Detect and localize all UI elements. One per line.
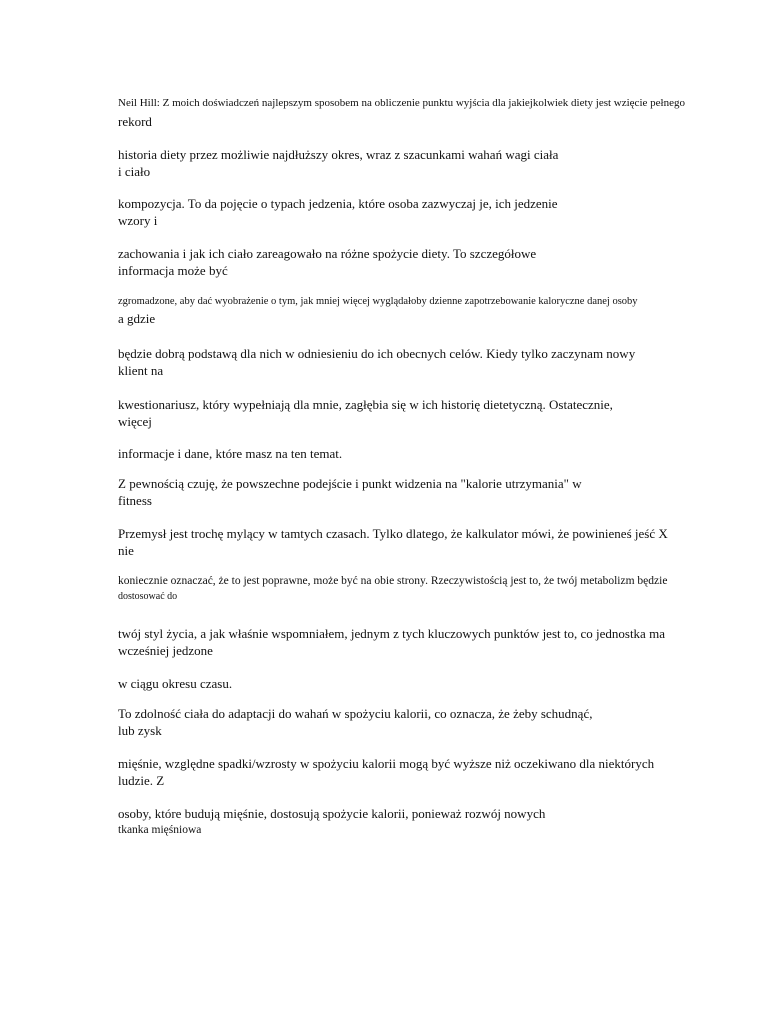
paragraph-1-line-1: Neil Hill: Z moich doświadczeń najlepszym sposobem na obliczenie punktu wyjścia dla jakiejkolwiek diety jest wzięcie pełnego	[118, 97, 685, 109]
paragraph-3	[118, 195, 738, 229]
paragraph-8-line-1: informacje i dane, które masz na ten temat.	[118, 446, 343, 461]
paragraph-9-line-1: Z pewnością czuję, że powszechne podejście i punkt widzenia na "kalorie utrzymania" w	[118, 476, 582, 491]
paragraph-5-line-1: zgromadzone, aby dać wyobrażenie o tym, jak mniej więcej wyglądałoby dzienne zapotrzebowanie kaloryczne danej osoby	[118, 296, 638, 307]
paragraph-8	[118, 445, 738, 462]
paragraph-10-line-1: Przemysł jest trochę mylący w tamtych czasach. Tylko dlatego, że kalkulator mówi, że powinieneś jeść X	[118, 526, 668, 541]
paragraph-16-line-1: osoby, które budują mięśnie, dostosują spożycie kalorii, ponieważ rozwój nowych	[118, 806, 546, 821]
paragraph-4-line-2: informacja może być	[118, 263, 228, 278]
paragraph-5-line-2: a gdzie	[118, 311, 156, 326]
paragraph-15	[118, 755, 738, 789]
paragraph-9	[118, 475, 738, 509]
paragraph-6-line-1: będzie dobrą podstawą dla nich w odniesieniu do ich obecnych celów. Kiedy tylko zaczynam nowy	[118, 346, 636, 361]
paragraph-16	[118, 805, 738, 839]
paragraph-14-line-1: To zdolność ciała do adaptacji do wahań w spożyciu kalorii, co oznacza, że żeby schudnąć,	[118, 706, 593, 721]
paragraph-2-line-2: i ciało	[118, 164, 151, 179]
paragraph-2	[118, 146, 738, 180]
paragraph-13-line-1: w ciągu okresu czasu.	[118, 676, 233, 691]
paragraph-13	[118, 675, 738, 692]
paragraph-15-line-1: mięśnie, względne spadki/wzrosty w spożyciu kalorii mogą być wyższe niż oczekiwano dla niektórych	[118, 756, 655, 771]
paragraph-7-line-1: kwestionariusz, który wypełniają dla mnie, zagłębia się w ich historię dietetyczną. Ostatecznie,	[118, 397, 613, 412]
paragraph-11-line-1: koniecznie oznaczać, że to jest poprawne, może być na obie strony. Rzeczywistością jest to, że twój metabolizm będzie	[118, 575, 668, 587]
paragraph-5	[118, 295, 738, 330]
paragraph-7	[118, 396, 738, 430]
paragraph-4	[118, 245, 738, 279]
paragraph-10-line-2: nie	[118, 543, 134, 558]
paragraph-11-line-2: dostosować do	[118, 591, 178, 602]
paragraph-10	[118, 525, 738, 559]
paragraph-7-line-2: więcej	[118, 414, 152, 429]
paragraph-14	[118, 705, 738, 739]
paragraph-9-line-2: fitness	[118, 493, 152, 508]
paragraph-6-line-2: klient na	[118, 363, 164, 378]
paragraph-12-line-2: wcześniej jedzone	[118, 643, 213, 658]
paragraph-14-line-2: lub zysk	[118, 723, 162, 738]
paragraph-2-line-1: historia diety przez możliwie najdłuższy okres, wraz z szacunkami wahań wagi ciała	[118, 147, 559, 162]
paragraph-12	[118, 625, 738, 659]
paragraph-1-line-2: rekord	[118, 114, 152, 129]
paragraph-3-line-2: wzory i	[118, 213, 158, 228]
paragraph-1	[118, 96, 738, 134]
paragraph-6	[118, 345, 738, 379]
paragraph-4-line-1: zachowania i jak ich ciało zareagowało na różne spożycie diety. To szczegółowe	[118, 246, 537, 261]
paragraph-12-line-1: twój styl życia, a jak właśnie wspomniałem, jednym z tych kluczowych punktów jest to, co jednostka ma	[118, 626, 665, 641]
paragraph-3-line-1: kompozycja. To da pojęcie o typach jedzenia, które osoba zazwyczaj je, ich jedzenie	[118, 196, 558, 211]
paragraph-15-line-2: ludzie. Z	[118, 773, 165, 788]
paragraph-16-line-2: tkanka mięśniowa	[118, 824, 202, 836]
paragraph-11	[118, 574, 738, 604]
